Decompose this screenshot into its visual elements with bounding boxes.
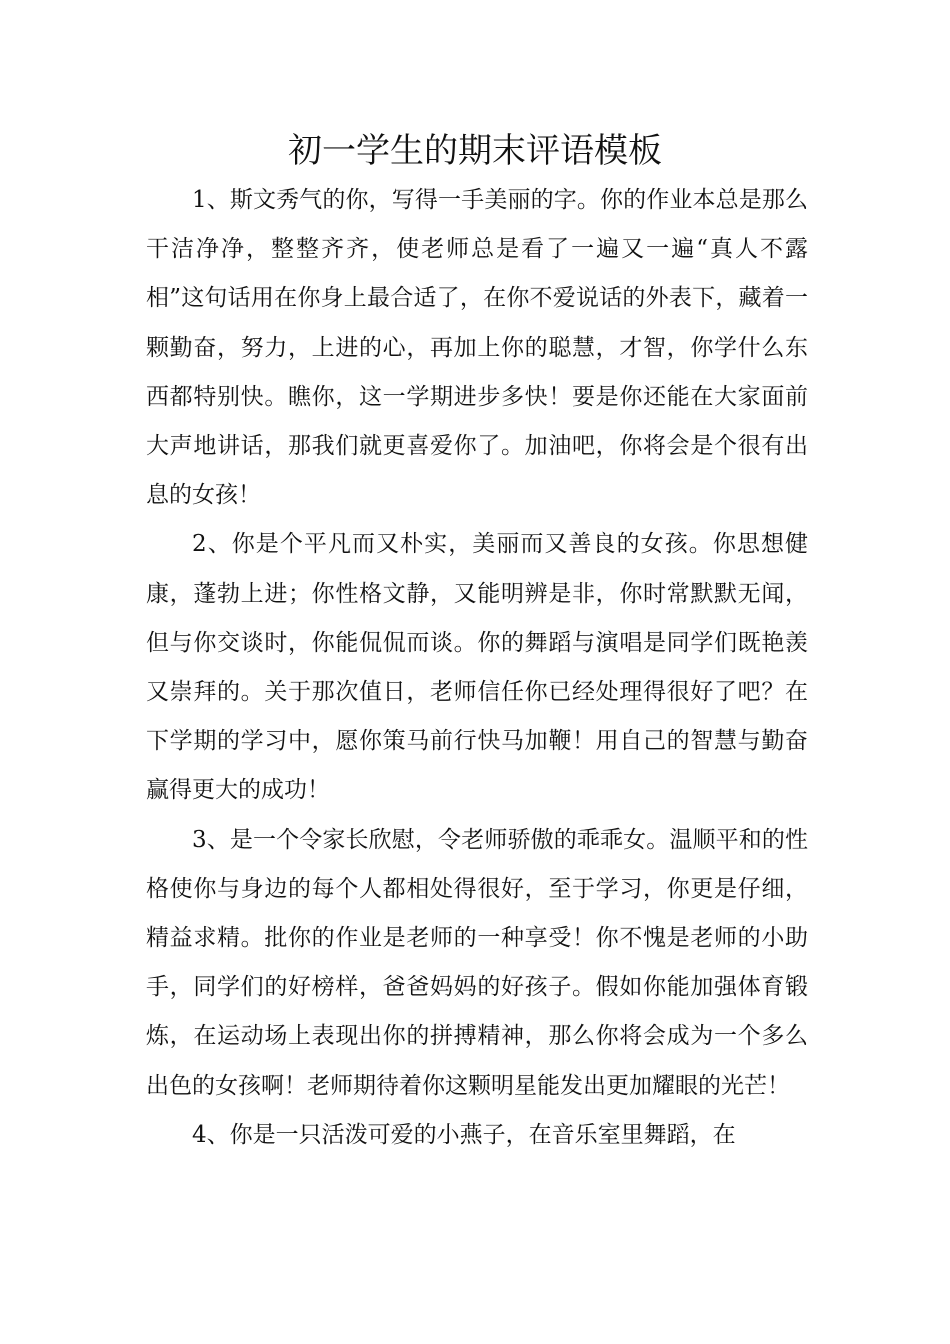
paragraph-3: 3、是一个令家长欣慰，令老师骄傲的乖乖女。温顺平和的性格使你与身边的每个人都相处得很好，至于学习，你更是仔细，精益求精。批你的作业是老师的一种享受！你不愧是老师的小助手，同学们的好榜样，爸爸妈妈的好孩子。假如你能加强体育锻炼，在运动场上表现出你的拼搏精神，那么你将会成为一个多么出色的女孩啊！老师期待着你这颗明星能发出更加耀眼的光芒！ xyxy=(146,826,808,1099)
document-title: 初一学生的期末评语模板 xyxy=(288,131,662,171)
paragraph-1: 1、斯文秀气的你，写得一手美丽的字。你的作业本总是那么干洁净净，整整齐齐，使老师总是看了一遍又一遍“真人不露相”这句话用在你身上最合适了，在你不爱说话的外表下，藏着一颗勤奋，努力，上进的心，再加上你的聪慧，才智，你学什么东西都特别快。瞧你，这一学期进步多快！要是你还能在大家面前大声地讲话，那我们就更喜爱你了。加油吧，你将会是个很有出息的女孩！ xyxy=(146,187,808,509)
paragraph-2: 2、你是个平凡而又朴实，美丽而又善良的女孩。你思想健康，蓬勃上进；你性格文静，又能明辨是非，你时常默默无闻，但与你交谈时，你能侃侃而谈。你的舞蹈与演唱是同学们既艳羡又崇拜的。关于那次值日，老师信任你已经处理得很好了吧？在下学期的学习中，愿你策马前行快马加鞭！用自己的智慧与勤奋赢得更大的成功！ xyxy=(146,531,808,804)
paragraph-4: 4、你是一只活泼可爱的小燕子，在音乐室里舞蹈，在 xyxy=(192,1121,736,1148)
document-body xyxy=(146,176,808,1160)
